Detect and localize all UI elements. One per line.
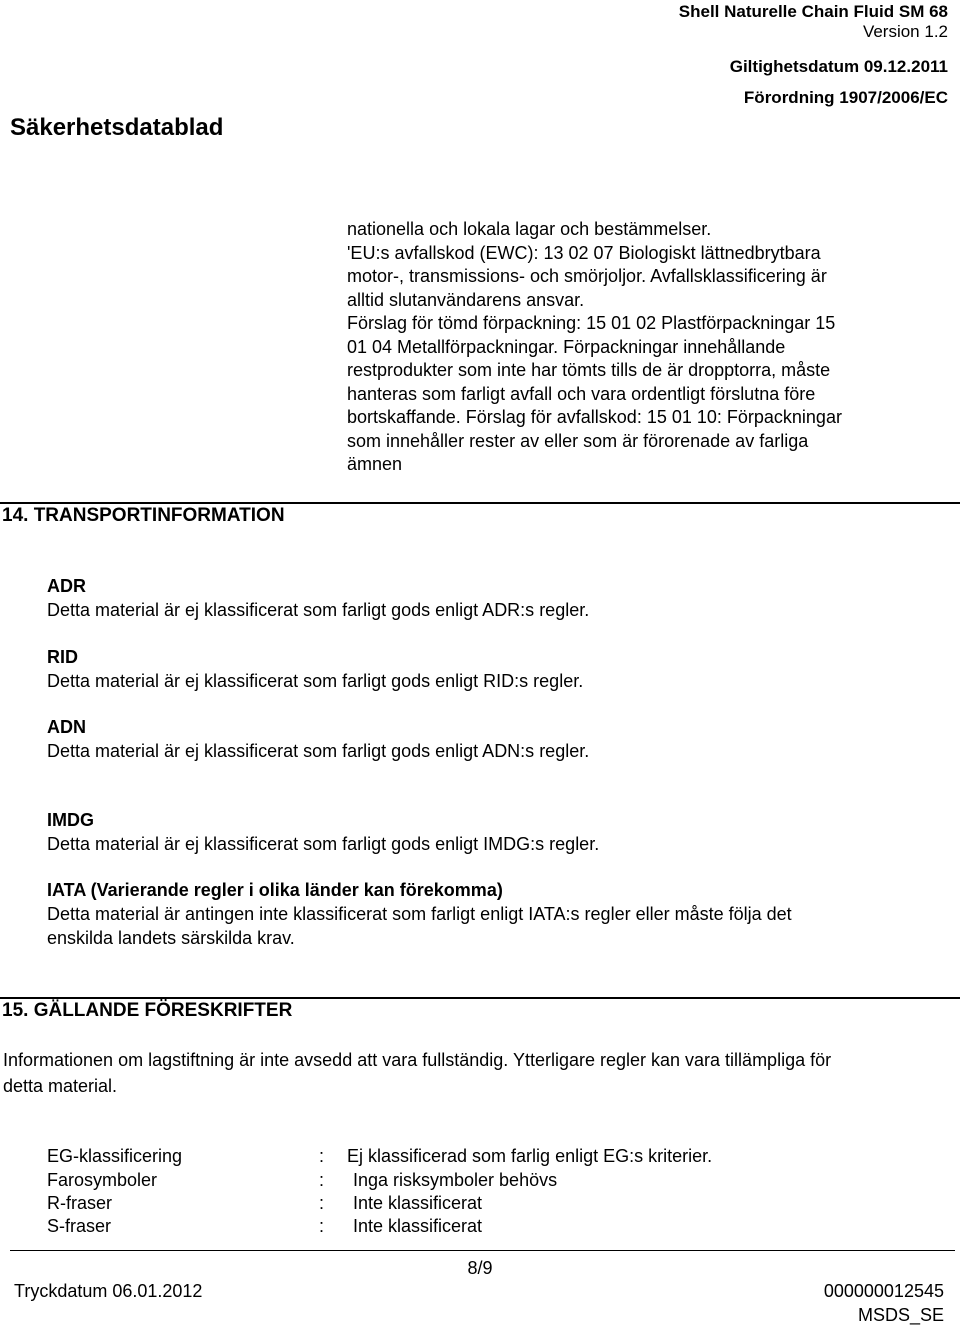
disposal-line: Förslag för tömd förpackning: 15 01 02 Plastförpackningar 15: [347, 313, 836, 333]
footer-divider: [10, 1250, 955, 1251]
disposal-text: [347, 218, 907, 477]
regulation-label: Förordning 1907/2006/EC: [743, 88, 948, 107]
document-number: 000000012545: [823, 1281, 944, 1301]
product-name: Shell Naturelle Chain Fluid SM 68: [678, 2, 948, 21]
reg-separator: :: [319, 1170, 325, 1190]
iata-text-line1: Detta material är antingen inte klassificerat som farligt enligt IATA:s regler eller måste följa det: [47, 904, 792, 924]
disposal-line: bortskaffande. Förslag för avfallskod: 15 01 10: Förpackningar: [347, 407, 842, 427]
regulation-intro-line2: detta material.: [3, 1076, 118, 1096]
adn-heading: ADN: [47, 717, 86, 737]
reg-separator: :: [319, 1216, 325, 1236]
adr-heading: ADR: [47, 576, 86, 596]
reg-label: R-fraser: [47, 1193, 113, 1213]
section-15-title: 15. GÄLLANDE FÖRESKRIFTER: [2, 1000, 293, 1021]
reg-value: Inte klassificerat: [353, 1216, 483, 1236]
rid-block: [47, 645, 947, 693]
reg-label: Farosymboler: [47, 1170, 158, 1190]
reg-value: Ej klassificerad som farlig enligt EG:s kriterier.: [347, 1146, 713, 1166]
page-number: 8/9: [467, 1258, 493, 1278]
disposal-line: hanteras som farligt avfall och vara ordentligt förslutna före: [347, 383, 816, 404]
regulation-intro-line1: Informationen om lagstiftning är inte avsedd att vara fullständig. Ytterligare regler kan vara tillämpliga för: [3, 1050, 832, 1070]
section-14-title: 14. TRANSPORTINFORMATION: [2, 505, 285, 526]
adr-text: Detta material är ej klassificerat som farligt gods enligt ADR:s regler.: [47, 600, 590, 620]
reg-label: S-fraser: [47, 1216, 112, 1236]
validity-date: Giltighetsdatum 09.12.2011: [729, 57, 948, 76]
print-date: Tryckdatum 06.01.2012: [14, 1281, 203, 1301]
reg-separator: :: [319, 1146, 325, 1166]
section-divider: [0, 502, 960, 504]
disposal-line: 01 04 Metallförpackningar. Förpackningar innehållande: [347, 336, 786, 357]
document-code: MSDS_SE: [857, 1305, 944, 1325]
disposal-line: motor-, transmissions- och smörjoljor. Avfallsklassificering är: [347, 266, 827, 286]
disposal-line: restprodukter som inte har tömts tills de är dropptorra, måste: [347, 360, 831, 380]
reg-value: Inte klassificerat: [353, 1193, 483, 1213]
reg-separator: :: [319, 1193, 325, 1213]
imdg-text: Detta material är ej klassificerat som farligt gods enligt IMDG:s regler.: [47, 834, 600, 854]
imdg-heading: IMDG: [47, 810, 94, 830]
disposal-line: nationella och lokala lagar och bestämmelser.: [347, 219, 712, 239]
document-title: Säkerhetsdatablad: [10, 114, 224, 141]
rid-heading: RID: [47, 647, 78, 667]
reg-value: Inga risksymboler behövs: [353, 1170, 558, 1190]
imdg-block: [47, 808, 947, 856]
iata-heading: IATA (Varierande regler i olika länder kan förekomma): [47, 880, 503, 900]
disposal-line: ämnen: [347, 454, 403, 474]
disposal-line: alltid slutanvändarens ansvar.: [347, 289, 585, 310]
section-divider: [0, 997, 960, 999]
adr-block: [47, 574, 947, 622]
reg-label: EG-klassificering: [47, 1146, 183, 1166]
disposal-line: 'EU:s avfallskod (EWC): 13 02 07 Biologiskt lättnedbrytbara: [347, 242, 821, 263]
disposal-line: som innehåller rester av eller som är förorenade av farliga: [347, 430, 809, 451]
version-label: Version 1.2: [862, 22, 948, 41]
adn-block: [47, 715, 947, 763]
adn-text: Detta material är ej klassificerat som farligt gods enligt ADN:s regler.: [47, 741, 590, 761]
iata-block: [47, 878, 947, 950]
rid-text: Detta material är ej klassificerat som farligt gods enligt RID:s regler.: [47, 671, 584, 691]
regulation-intro: [3, 1047, 943, 1099]
iata-text-line2: enskilda landets särskilda krav.: [47, 928, 295, 948]
